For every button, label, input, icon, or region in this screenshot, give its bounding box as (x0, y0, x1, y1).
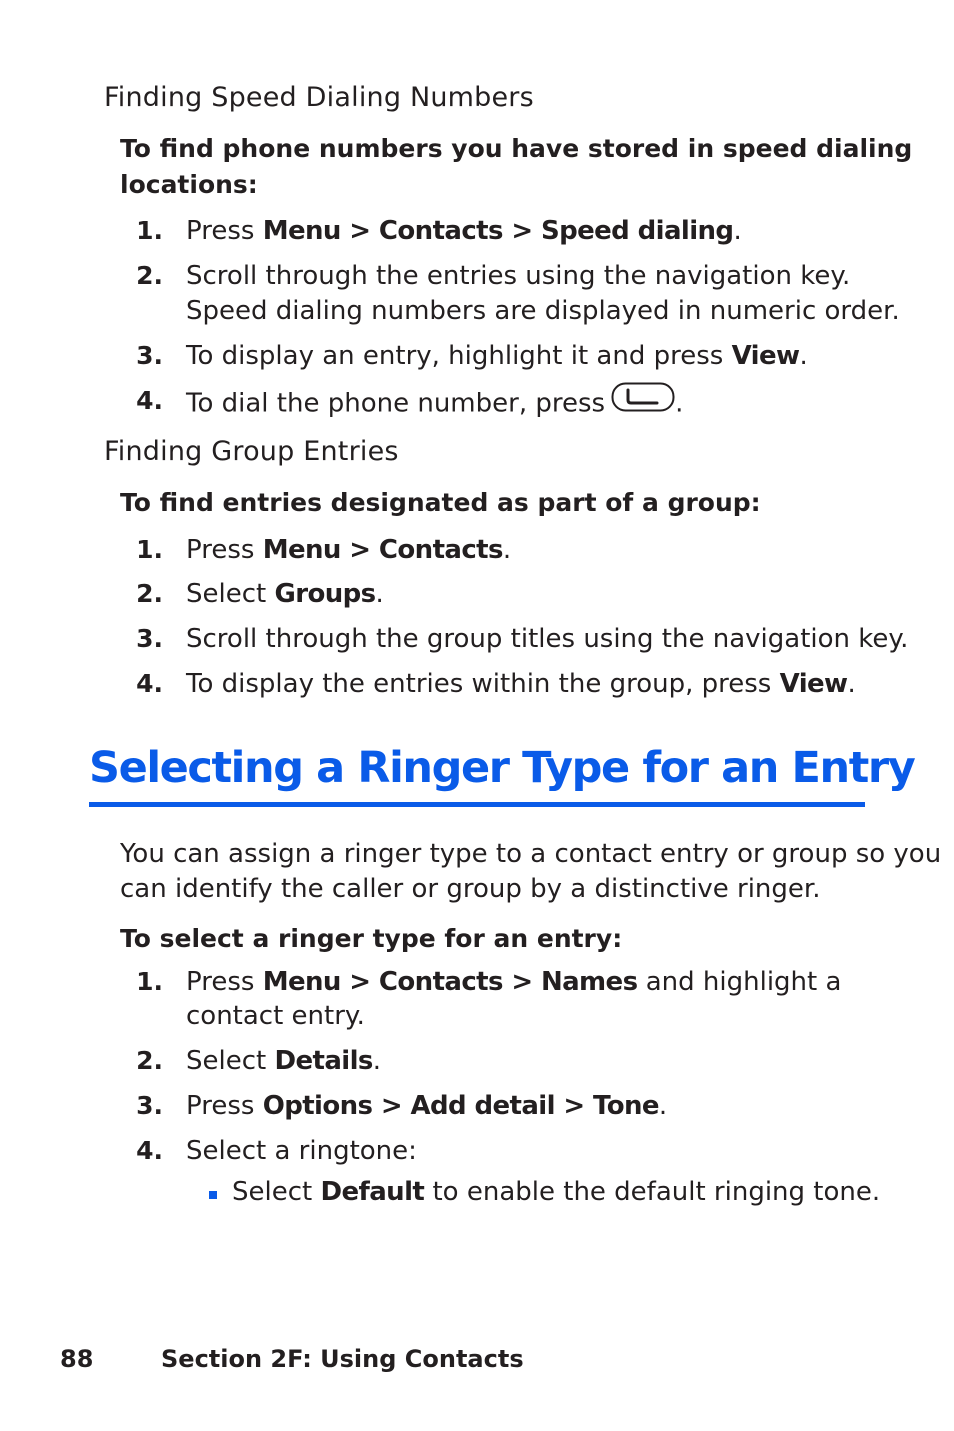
lead-speed-dialing-line2: locations: (120, 170, 258, 199)
step-number: 1. (136, 216, 163, 245)
step-text-plain: To display an entry, highlight it and press (186, 341, 732, 371)
step-text-plain: . (675, 388, 684, 419)
step-text-bold: Menu > Contacts (262, 535, 503, 565)
bullet-square-icon (209, 1191, 217, 1199)
step-number: 3. (136, 1091, 163, 1120)
lead-speed-dialing-line1: To find phone numbers you have stored in speed dialing (120, 134, 913, 163)
step-text-plain: . (502, 535, 512, 565)
step-text (186, 1089, 667, 1124)
step-text-plain: and highlight a (637, 967, 842, 997)
step-number: 4. (136, 669, 163, 698)
step-text-bold: Menu > Contacts > Names (262, 967, 638, 997)
step-text-plain: to enable the default ringing tone. (424, 1177, 881, 1207)
step-text: Scroll through the entries using the navigation key. (186, 261, 851, 291)
step-text-plain: Select (232, 1177, 321, 1207)
step-text-plain: . (799, 341, 808, 371)
step-text-plain: . (372, 1046, 382, 1076)
step-text-bold: Details (274, 1046, 373, 1076)
step-text (186, 384, 683, 424)
step-text (186, 965, 841, 1000)
step-text (186, 339, 808, 374)
step-text-plain: . (375, 579, 384, 609)
lead-ringer-type: To select a ringer type for an entry: (120, 924, 623, 953)
step-number: 2. (136, 1046, 163, 1075)
step-text-plain: Press (186, 967, 263, 997)
step-text-bold: View (779, 669, 848, 699)
step-text (186, 667, 856, 702)
step-text-plain: To dial the phone number, press (186, 388, 606, 419)
step-text-plain: . (847, 669, 856, 699)
step-text (186, 533, 511, 568)
step-number: 4. (136, 1136, 163, 1165)
title-underline (89, 802, 865, 807)
step-text-plain: . (658, 1091, 668, 1121)
step-number: 2. (136, 261, 163, 290)
subheading-speed-dialing: Finding Speed Dialing Numbers (104, 82, 534, 113)
step-number: 4. (136, 386, 163, 415)
step-text-bold: View (731, 341, 800, 371)
step-number: 3. (136, 624, 163, 653)
step-text-plain: Select (186, 1046, 275, 1076)
bullet-item (232, 1175, 880, 1210)
step-text: Select a ringtone: (186, 1136, 417, 1166)
step-text (186, 1044, 381, 1079)
step-text-bold: Default (320, 1177, 425, 1207)
step-number: 1. (136, 967, 163, 996)
step-text-plain: Press (186, 535, 263, 565)
step-text-continued: Speed dialing numbers are displayed in numeric order. (186, 296, 900, 326)
step-text-continued: contact entry. (186, 1001, 365, 1031)
intro-paragraph-line1: You can assign a ringer type to a contact entry or group so you (120, 839, 942, 869)
step-text-bold: Options > Add detail > Tone (262, 1091, 659, 1121)
subheading-group-entries: Finding Group Entries (104, 436, 399, 467)
intro-paragraph-line2: can identify the caller or group by a distinctive ringer. (120, 874, 821, 904)
section-label: Section 2F: Using Contacts (161, 1345, 524, 1373)
talk-key-icon (611, 382, 675, 422)
step-number: 2. (136, 579, 163, 608)
lead-group-entries: To find entries designated as part of a group: (120, 488, 761, 517)
page-title: Selecting a Ringer Type for an Entry (89, 743, 915, 793)
step-number: 3. (136, 341, 163, 370)
step-number: 1. (136, 535, 163, 564)
step-text: Scroll through the group titles using the navigation key. (186, 624, 909, 654)
step-text-plain: Select (186, 579, 275, 609)
step-text (186, 214, 742, 249)
step-text-bold: Menu > Contacts > Speed dialing (262, 216, 734, 246)
step-text-bold: Groups (274, 579, 376, 609)
step-text (186, 577, 384, 612)
step-text-plain: To display the entries within the group, press (186, 669, 780, 699)
step-text-plain: Press (186, 216, 263, 246)
page-number: 88 (60, 1345, 94, 1373)
step-text-plain: . (733, 216, 742, 246)
step-text-plain: Press (186, 1091, 263, 1121)
